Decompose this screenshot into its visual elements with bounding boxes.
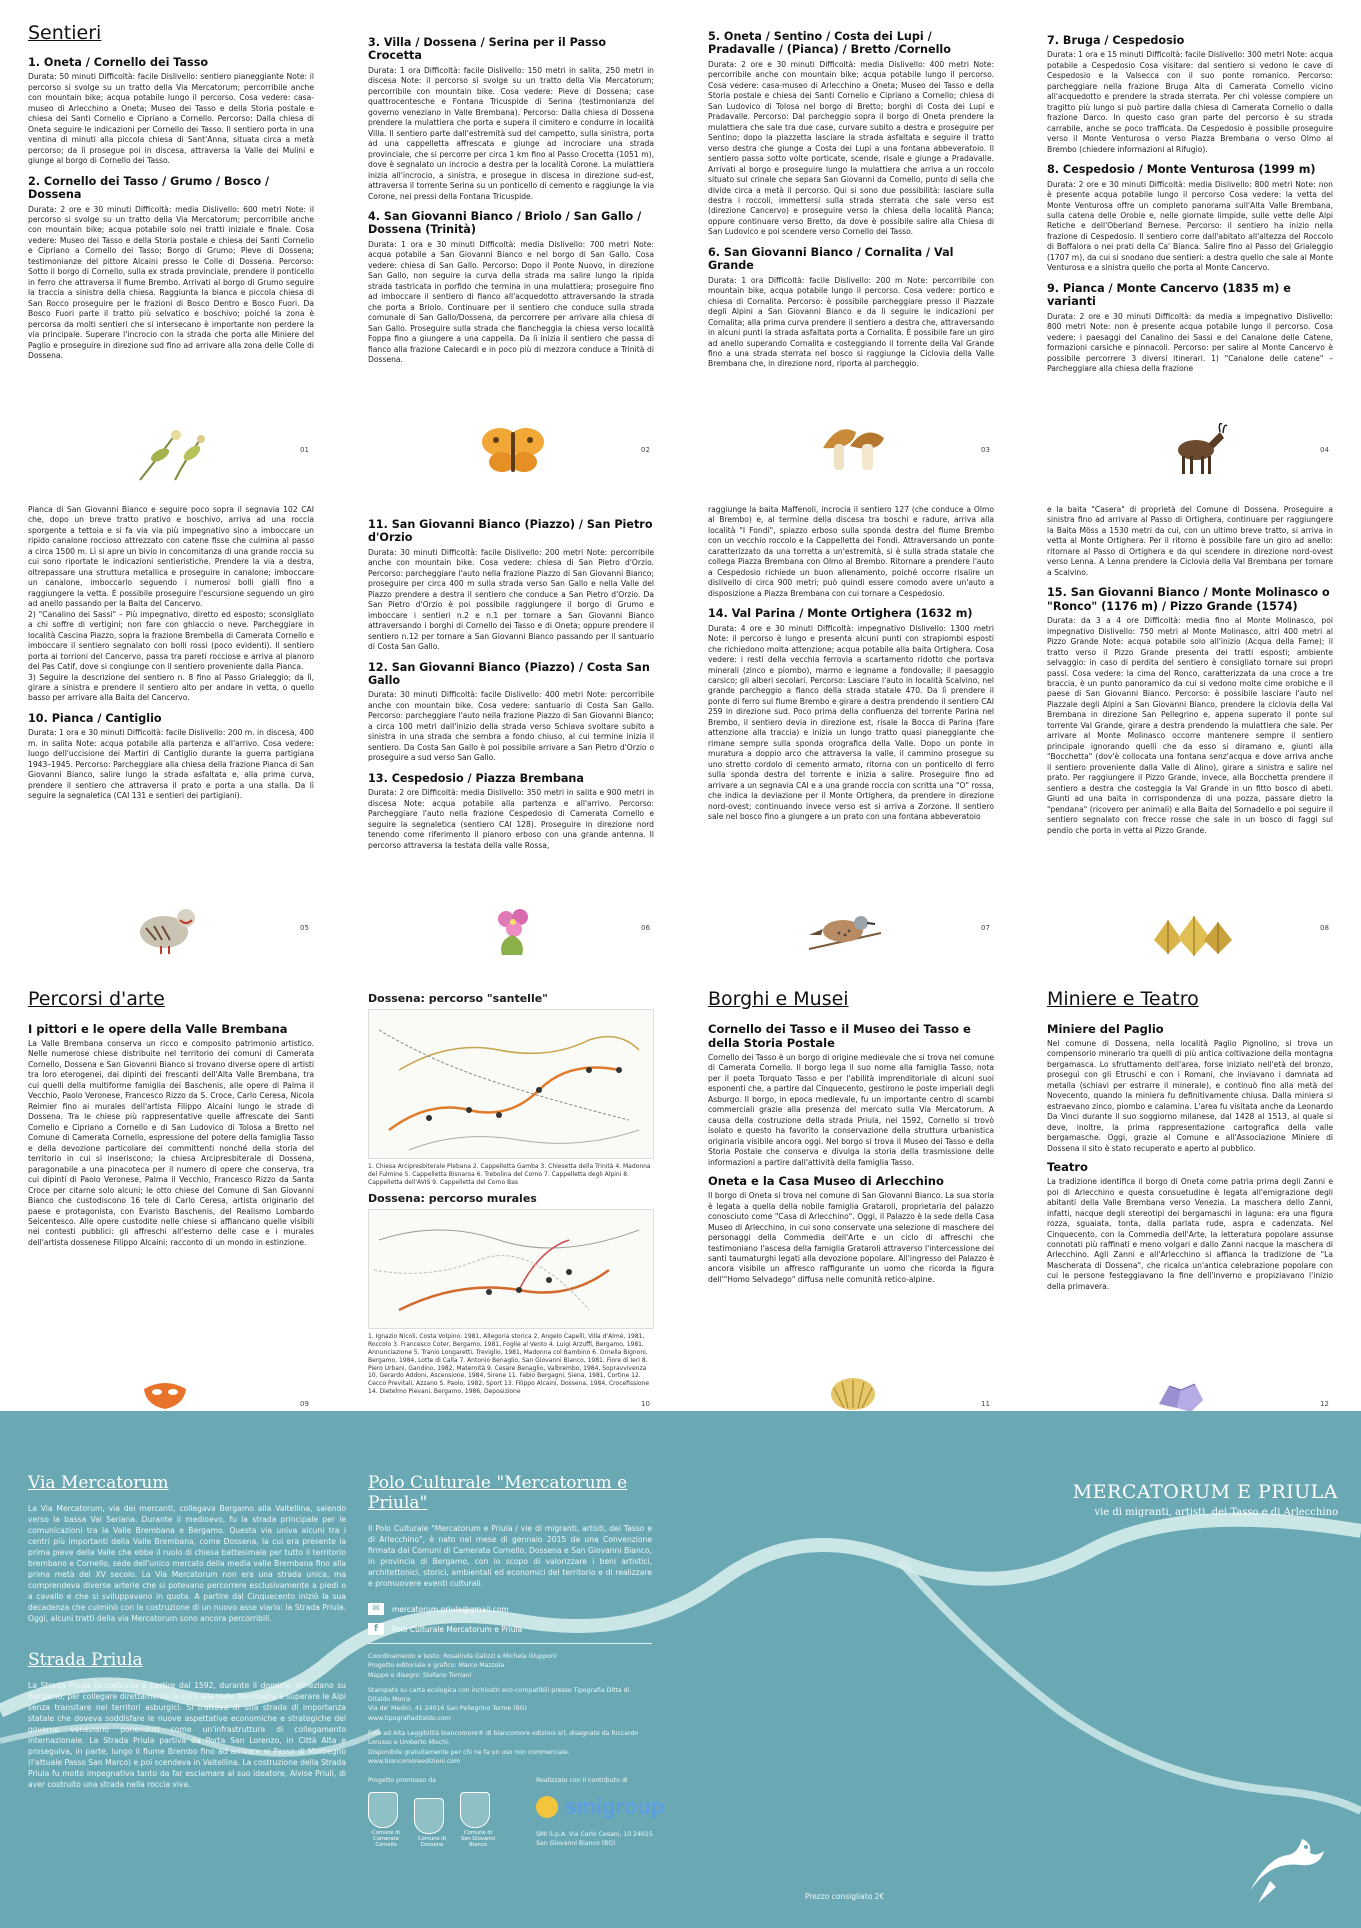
subsection-title-cornello: Cornello dei Tasso e il Museo dei Tasso e della Storia Postale xyxy=(708,1022,971,1050)
bird-fieldfare-illustration-icon xyxy=(805,905,885,957)
route-title-3: 3. Villa / Dossena / Serina per il Passo Crocetta xyxy=(368,36,607,63)
wildflower-illustration-icon xyxy=(130,425,220,485)
crest-label-2: Comune di Dossena xyxy=(418,1835,446,1848)
facebook-icon: f xyxy=(368,1623,384,1635)
route-title-13: 13. Cespedosio / Piazza Brembana xyxy=(368,771,584,785)
page-number-12: 12 xyxy=(1320,1400,1329,1408)
panel-04 xyxy=(1047,26,1333,456)
teatro-body: La tradizione identifica il borgo di Oneta come patria prima degli Zanni e poi di Arlecchino e questa consuetudine è legata all'emigrazione degli abitanti della Valle Brembana verso Venezia. La maschera dello Zanni, infatti, nacque degli stereotipi dei bergamaschi in laguna: era una figura rozza, sguaiata, tonta, dalla parlata rude, aspra e cadenzata. Nel Cinquecento, con la Commedia dell'Arte, la letteratura popolare assunse connotati più raffinati e meno volgari e dallo Zanni nacque la maschera di Arlecchino. Agli Zanni e all'Arlecchino si affianca la tradizione de "La Mascherata di Dossena", che ricalca un'antica celebrazione popolare con cui le persone festeggiavano la fine dell'inverno e propiziavano l'inizio della primavera. xyxy=(1047,1177,1333,1291)
crest-label-1: Comune di Camerata Cornello xyxy=(372,1829,400,1848)
page-number-02: 02 xyxy=(641,446,650,454)
credits-5: Via de' Medici, 41 24016 San Pellegrino Terme (BG) xyxy=(368,1705,527,1713)
promoters-label: Progetto promosso da xyxy=(368,1777,437,1785)
chamois-illustration-icon xyxy=(1168,420,1228,478)
footer-divider xyxy=(368,1643,652,1644)
credits-9[interactable]: www.biancomoreedizioni.com xyxy=(368,1757,461,1765)
route-body-4: Durata: 1 ora e 30 minuti Difficoltà: media Dislivello: 700 metri Note: acqua potabile a San Giovanni Bianco e nel borgo di San Gallo. Cosa vedere: chiesa di San Gallo. Percorso: Dopo il Ponte Nuovo, in direzione San Gallo, non seguire la curva della strada ma salire lungo la ripida strada tastricata in porfido che termina in una mulattiera; proseguire fino ad imboccare il sentiero di fianco all'acquedotto attraversando la strada che porta a Briolo. Continuare per il sentiero che conduce sulla strada comunale di San Gallo/Dossena, da percorrere per arrivare alla chiesa di San Gallo. Proseguire sulla strada che fiancheggia la chiesa verso località Foppa fino a giungere a una cappella. Da lì inizia il sentiero che passa di fianco alla frazione Calecardi e in poco più di mezzora conduce a Trinità di Dossena. xyxy=(368,239,654,364)
sponsor-logo xyxy=(536,1794,664,1820)
subsection-title-pittori: I pittori e le opere della Valle Brembana xyxy=(28,1022,288,1036)
shell-fossil-illustration-icon xyxy=(828,1372,878,1412)
sponsor-label: Realizzato con il contributo di xyxy=(536,1777,628,1785)
mineral-crystal-illustration-icon xyxy=(1155,1378,1211,1414)
route-body-7: Durata: 1 ora e 15 minuti Difficoltà: facile Dislivello: 300 metri Note: acqua potabile a Cespedosio Cosa visitare: dal sentiero si vedono le cave di Cespedosio e la Valsecca con il suo ponte romanico. Percorso: parcheggiare nella frazione Bruga Alta di Camerata Cornello vicino all'acquedotto e prendere la strada sterrata. Per chi volesse compiere un tragitto più lungo si può partire dalla chiesa di Camerata Cornello o dalla frazione Darco. In questo caso gran parte del percorso è su strada carrabile, anche se poco trafficata. Da Cespedosio è possibile proseguire verso il Monte Venturosa o verso Piazza Brembana o verso Olmo al Brembo (chiedere informazioni al Rifugio). xyxy=(1047,50,1333,154)
route-body-8: Durata: 2 ore e 30 minuti Difficoltà: media Dislivello: 800 metri Note: non è presente acqua potabile lungo il percorso Cosa vedere: la vetta del Monte Venturosa offre un completo panorama sull'Alta Valle Brembana, sulla catena delle Orobie e, nelle giornate limpide, sulle vette delle Alpi Retiche e dell'Oberland Bernese. Percorso: il sentiero ha inizio nella frazione di Cespedosio. Il sentiero corre dall'abitato all'altezza del Roccolo di Boffalora o nei prati della Ca' Bianca. Salire fino al Passo del Grialeggio (1707 m), da cui si snodano due sentieri: a destra quello che sale al Monte Venturosa e a sinistra quello che porta al Monte Cancervo. xyxy=(1047,179,1333,273)
brand-subtitle: vie di migranti, artisti, dei Tasso e di Arlecchino xyxy=(1094,1507,1338,1518)
subsection-title-teatro: Teatro xyxy=(1047,1160,1088,1175)
email-address[interactable]: mercatorum.priula@gmail.com xyxy=(392,1604,509,1614)
continuation-text-05: Pianca di San Giovanni Bianco e seguire poco sopra il segnavia 102 CAI che, dopo un breve tratto prativo e boschivo, arriva ad una roccia sporgente a tettoia e si fa via via più impegnativo sino a imboccare un ripido canalone roccioso attrezzato con catene fisse che culmina al passo a circa 1500 m. Lì si apre un bivio in concomitanza di una grande roccia su cui sono riportate le indicazioni sentieristiche. Prendere la via a destra, oltrepassare una struttura metallica e proseguire in canalone; imboccare un canalone, imboccarlo seguendo i numerosi bolli gialli fino a raggiungere la vetta. È possibile proseguire l'escursione seguendo un giro ad anello passando per la Baita del Cancervo. 2) "Canalino dei Sassi" – Più impegnativo, diretto ed esposto; sconsigliato a chi soffre di vertigini; non fare con ghiaccio o neve. Parcheggiare in località Cascina Piazzo, sopra la frazione Brembella di Camerata Cornello e imboccare il sentiero segnalato con bolli rossi (poco evidenti). Il sentiero porta ai torrioni del Cancervo, passa tra pareti rocciose e arriva al pianoro del Pas Catif, dove si congiunge con il sentiero proveniente dalla Pianca. 3) Seguire la descrizione del sentiero n. 8 fino al Passo Grialeggio; da lì, girare a sinistra e prendere il sentiero alto per andare in vetta, o quello basso per arrivare alla Baita del Cancervo. xyxy=(28,505,314,703)
route-title-9: 9. Pianca / Monte Cancervo (1835 m) e varianti xyxy=(1047,281,1291,309)
page-number-05: 05 xyxy=(300,924,309,932)
page-number-08: 08 xyxy=(1320,924,1329,932)
route-body-12: Durata: 30 minuti Difficoltà: facile Dislivello: 400 metri Note: percorribile anche con mountain bike. Cosa vedere: santuario di Costa San Gallo. Percorso: parcheggiare l'auto nella frazione Piazzo di San Giovanni Bianco; a circa 100 metri dall'inizio della strada verso Schiava svoltare subito a sinistra in una strada che sembra a fondo chiuso, al cui termine inizia il sentiero. Da Costa San Gallo è poi possibile arrivare a San Pietro d'Orzio o proseguire a sud verso San Gallo. xyxy=(368,690,654,763)
credits-2: Progetto editoriale e grafico: Marco Mazzola xyxy=(368,1662,505,1670)
page-number-10: 10 xyxy=(641,1400,650,1408)
strada-priula-body: La Strada Priula fu costruita a partire dal 1592, durante il dominio Veneziano su Bergamo, per collegare direttamente la città alla Valle Brembana e superare le Alpi senza transitare nei territori asburgici. Si trattava di una strada di importanza statale che doveva soddisfare le nuove aspettative economiche e strategiche del governo veneziano ponendosi come un'infrastruttura di collegamento internazionale. La Strada Priula partiva da Porta San Lorenzo, in Città Alta e proseguiva, in parte, lungo il fiume Brembo fino ad arrivare al Passo di Morbegno (l'attuale Passo San Marco) e poi scendeva in Valtellina. La costruzione della Strada Priula fu molto impegnativa tanto da far esclamare al suo ideatore, Alvise Priuli, di aver costruito una strada nella roccia viva. xyxy=(28,1681,346,1789)
map-santelle-drawing xyxy=(369,1010,653,1158)
autumn-leaves-illustration-icon xyxy=(1148,910,1238,960)
facebook-contact[interactable] xyxy=(368,1623,652,1635)
route-body-5: Durata: 2 ore e 30 minuti Difficoltà: media Dislivello: 400 metri Note: percorribile anche con mountain bike; acqua potabile lungo il percorso. Cosa vedere: casa-museo di Arlecchino a Oneta; Museo dei Tasso e della Storia postale e chiesa dei Santi Cornelio e Cipriano a Cornello; chiesa di San Ludovico di Tolosa nel borgo di Bretto; borghi di Costa dei Lupi e Pradavalle. Percorso: Dal parcheggio sopra il borgo di Oneta prendere la mulattiera che sale tra due case, curvare subito a destra e proseguire per Sentino; dopo la piazzetta lasciare la strada asfaltata e seguire il tratto verso destra che giunge a Costa dei Lupi a una fontana abbeveratoio. Il sentiero passa sotto volte porticate, scende, risale e giunge a Pradavalle. Arrivati al borgo e proseguire lungo la mulattiera che arriva a un roccolo situato sul crinale che separa San Giovanni da Cornello, punto di sella che divide circa a metà il percorso. Qui si sono due possibilità: lasciare sulla destra i roccoli, immettersi sulla strada sterrata che sale verso est (direzione Cancervo) e proseguire verso la chiesa della località Pianca; oppure continuare verso Bretto, da dove è possibile salire alla Chiesa di San Ludovico e poi scendere verso Cornello dei Tasso. xyxy=(708,59,994,237)
polo-culturale-title: Polo Culturale "Mercatorum e Priula" xyxy=(368,1473,628,1513)
route-title-10: 10. Pianca / Cantiglio xyxy=(28,711,162,725)
footer-col-history xyxy=(28,1473,346,1790)
section-title-sentieri: Sentieri xyxy=(28,22,102,44)
map-murales-drawing xyxy=(369,1210,653,1328)
page-number-09: 09 xyxy=(300,1400,309,1408)
promoters-block xyxy=(368,1776,496,1848)
bird-logo-icon xyxy=(1240,1831,1330,1911)
route-title-14: 14. Val Parina / Monte Ortighera (1632 m) xyxy=(708,607,973,621)
route-title-5: 5. Oneta / Sentino / Costa dei Lupi / Pradavalle / (Pianca) / Bretto /Cornello xyxy=(708,30,951,57)
oneta-body: Il borgo di Oneta si trova nel comune di San Giovanni Bianco. La sua storia è legata a quella della nobile famiglia Grataroli, proprietaria del palazzo conosciuto come "Casa di Arlecchino". Oggi, il Palazzo è la sede della Casa Museo di Arlecchino, in cui sono conservate una selezione di maschere dei personaggi della Commedia dell'Arte e un ciclo di affreschi che testimoniano l'ascesa della famiglia Grataroli attraverso l'intercessione dei santi taumaturghi legati alla devozione popolare. All'ingresso del Palazzo è ancora visibile un affresco raffigurante un uomo che ricorda la figura dell'"Homo Selvadego" diffusa nelle comunità retico-alpine. xyxy=(708,1191,994,1284)
route-body-3: Durata: 1 ora Difficoltà: facile Dislivello: 150 metri in salita, 250 metri in discesa Note: il percorso si svolge su un tratto della Via Mercatorum; percorribile con mountain bike. Cosa vedere: Pieve di Dossena; case quattrocentesche e Fontana Tricuspide di Serina (testimonianza del governo veneziano in Valle Brembana). Percorso: Dalla chiesa di Dossena prendere la mulattiera che porta e supera il cimitero e condurre in località Villa. Il sentiero parte dall'estremità sud del campetto, sulla sinistra, porta ad una cappelletta affrescata e giunge ad incrociare una strada provinciale, che si percorre per circa 1 km fino al Passo Crocetta (1051 m), dove è segnalato un incrocio a destra per la località Corone. La mulattiera inizia all'incrocio, a sinistra, e prosegue in discesa in direzione sud-est, attraversa il torrente Serina su un ponticello di cemento e raggiunge la via Corone, nei pressi della Fontana Tricuspide. xyxy=(368,65,654,201)
map-title-santelle: Dossena: percorso "santelle" xyxy=(368,992,548,1005)
panel-12 xyxy=(1047,988,1333,1368)
credits-7: Foto ad Alta Leggibilità biancomore® di biancomore edizioni srl, disegnate da Riccardo Lorusso e Umberto Mischi. xyxy=(368,1730,639,1747)
panel-05 xyxy=(28,505,314,935)
section-title-borghi-musei: Borghi e Musei xyxy=(708,988,849,1010)
map-legend-murales: 1. Ignazio Nicoli, Costa Volpino, 1981, Allegoria storica 2. Angelo Capelli, Villa d'Almè, 1981, Roccolo 3. Francesco Coter, Bergamo, 1981, Foglie al Vento 4. Luigi Arzuffi, Bergamo, 1981, Annunciazione 5. Tranio Longaretti, Treviglio, 1981, Madonna col Bambino 6. Ornella Bignoni, Bergamo, 1984, Lotte di Calla 7. Antonio Benaglio, San Giovanni Bianco, 1981, Fiore di Ieri 8. Piero Urbani, Gandino, 1982, Maternità 9. Cesare Benaglio, Valbrembo, 1984, Sopravvivenza 10. Gerardo Addoni, Ascensione, 1984, Sirene 11. Fabio Bergagni, Siena, 1981, Cortine 12. Cecco Previtali, Azzano S. Paolo, 1982, Sport 13. Filippo Alcaini, Dossena, 1984, Crocefissione 14. Dietelmo Pievani, Bergamo, 1986, Deposizione xyxy=(368,1333,650,1395)
route-body-9: Durata: 2 ore e 30 minuti Difficoltà: da media a impegnativo Dislivello: 800 metri Note: non è presente acqua potabile lungo il percorso. Cosa vedere: i paesaggi del Canalino dei Sassi e del Canalone delle Catene, formazioni carsiche e pinnacoli. Percorso: per salire al Monte Cancervo è possibile percorrere 3 diversi itinerari. 1) "Canalone delle catene" – Parcheggiare alla chiesa della frazione xyxy=(1047,311,1333,373)
mushroom-illustration-icon xyxy=(818,420,888,475)
page-number-01: 01 xyxy=(300,446,309,454)
map-santelle xyxy=(368,1009,654,1159)
route-title-8: 8. Cespedosio / Monte Venturosa (1999 m) xyxy=(1047,163,1316,177)
route-title-6: 6. San Giovanni Bianco / Cornalita / Val Grande xyxy=(708,245,954,273)
panel-03 xyxy=(708,22,994,452)
route-title-1: 1. Oneta / Cornello dei Tasso xyxy=(28,56,209,69)
polo-culturale-body: Il Polo Culturale "Mercatorum e Priula / vie di migranti, artisti, dei Tasso e di Arlecchino", è nato nel mese di gennaio 2015 da una Convenzione firmata dai Comuni di Camerata Cornello, Dossena e San Giovanni Bianco, in provincia di Bergamo, con lo scopo di valorizzare i beni artistici, architettonici, storici, ambientali ed economici del territorio e di realizzare e promuovere eventi culturali. xyxy=(368,1524,652,1588)
route-body-11: Durata: 30 minuti Difficoltà: facile Dislivello: 200 metri Note: percorribile anche con mountain bike. Cosa vedere: chiesa di San Pietro d'Orzio. Percorso: parcheggiare l'auto nella frazione Piazzo di San Giovanni Bianco; proseguire per circa 400 m sulla strada verso San Gallo e nella Valle del Piazzo prendere a destra il sentiero che conduce a San Pietro d'Orzio. Da San Pietro d'Orzio è poi possibile raggiungere il borgo di Grumo e imboccare i sentieri n.2 e n.1 per tornare a San Giovanni Bianco attraversando i borghi di Cornello dei Tasso e di Oneta; oppure prendere il sentiero n.12 per tornare a San Giovanni Bianco passando per il santuario di Costa San Gallo. xyxy=(368,547,654,652)
sponsor-address: SMI S.p.A. Via Carlo Cesani, 10 24015 San Giovanni Bianco (BG) xyxy=(536,1830,653,1847)
panel-02 xyxy=(368,28,654,458)
percorsi-arte-body: La Valle Brembana conserva un ricco e composito patrimonio artistico. Nelle numerose chiese distribuite nel territorio dei comuni di Camerata Cornello, Dossena e San Giovanni Bianco si trovano diverse opere di artisti tra loro eterogenei, dai dipinti dei frescanti dell'Alta Valle Brembana, tra cui quelli della multiforme famiglia dei Baschenis, alle opere di Palma il Vecchio, Paolo Veronese, Francesco Rizzo da S. Croce, Carlo Ceresa, Nicola Reimier fino ai murales dell'artista Filippo Alcaini lungo le strade di Dossena. Tra le chiese più rappresentative quelle affrescate dei Santi Cornelio e Cipriano a Cornello e di San Ludovico di Tolosa a Bretto nel Comune di Camerata Cornello, espressione del potere della famiglia Tasso e della devozione particolare dei committenti nonché della storia del territorio in cui si inseriscono; la chiesa Arcipresbiterale di Dossena, paragonabile a una pinacoteca per il numero di opere che conserva, tra cui dipinti di Paolo Veronese, Palma il Vecchio, Francesco Rizzo da Santa Croce per citarne solo alcuni; le otto chiese del Comune di San Giovanni Bianco che custodiscono 16 tele di Carlo Ceresa, artista originario del paese e protagonista, con Evaristo Baschenis, del Realismo Lombardo Seicentesco. Alle opere custodite nelle chiese si affiancano quelle visibili nei contesti pubblici: gli affreschi all'esterno delle case e i murales dell'artista dossenese Filippo Alcaini: racconto di un mondo in estinzione. xyxy=(28,1039,314,1247)
credits-6[interactable]: www.tipografiaditaldo.com xyxy=(368,1714,451,1722)
panel-07 xyxy=(708,505,994,935)
route-title-7: 7. Bruga / Cespedosio xyxy=(1047,34,1185,47)
facebook-page[interactable]: Polo Culturale Mercatorum e Priula xyxy=(392,1624,523,1634)
butterfly-illustration-icon xyxy=(478,420,548,480)
sponsor-logo-icon xyxy=(536,1796,558,1818)
credits-4: Stampato su carta ecologica con inchiostri eco-compatibili presso Tipografia Ditta di Ditaldo Morra xyxy=(368,1686,630,1704)
route-body-14: Durata: 4 ore e 30 minuti Difficoltà: impegnativo Dislivello: 1300 metri Note: il percorso è lungo e presenta alcuni punti con strapiombi esposti che richiedono molta attenzione; acqua potabile alla baita Ortighera. Cosa vedere: i resti della vecchia ferrovia a scartamento ridotto che portava minerali (zinco e piombo), marmo e legname a fondovalle; il paesaggio carsico; gli alberi secolari. Percorso: Lasciare l'auto in località Scalvino, nel grande parcheggio a fianco della strada statale 470. Da lì prendere il ponte di ferro sul fiume Brembo e girare a destra prendendo il sentiero CAI 259 in direzione sud. Poco prima della confluenza del torrente Parina nel Brembo, il sentiero devia in direzione est, risale la Bocca di Parina (fare attenzione alla traccia) e inizia un lungo tratto quasi pianeggiante che rimane sempre sulla sponda orografica della Valle. Dopo un ponte in muratura a doppio arco che attraversa la valle, il cammino prosegue su uno stretto cordolo di cemento armato, ritorna con un ponticello di ferro sulla sponda destra del torrente e inizia a salire. Proseguire fino ad arrivare a un segnavia CAI e a una grande roccia con scritta una "O" rossa, che indica la deviazione per il Monte Ortighera, da prendere in direzione nord-ovest; continuando invece verso est si arriva a Zorzone. Il sentiero sale nel bosco fino a giungere a un prato con una fontana abbeveratoio xyxy=(708,623,994,822)
route-title-15: 15. San Giovanni Bianco / Monte Molinasco o "Ronco" (1176 m) / Pizzo Grande (1574) xyxy=(1047,586,1330,613)
harlequin-mask-illustration-icon xyxy=(140,1375,190,1415)
route-body-1: Durata: 50 minuti Difficoltà: facile Dislivello: sentiero pianeggiante Note: il percorso si svolge su un tratto della Via Mercatorum; percorribile anche con mountain bike; acqua potabile lungo il percorso. Cosa vedere: casa-museo di Arlecchino a Oneta; Museo dei Tasso e della Storia postale e chiesa dei Santi Cornelio e Cipriano a Cornello. Percorso: Dalla chiesa di Oneta seguire le indicazioni per Cornello dei Tasso. Il sentiero porta in una ventina di minuti alla piccola chiesa di Sant'Anna, situata circa a metà percorso; da lì prosegue poi in discesa, attraversa la Valle dei Mulini e giunge al borgo di Cornello dei Tasso. xyxy=(28,72,314,166)
map-murales xyxy=(368,1209,654,1329)
panel-01 xyxy=(28,22,314,462)
footer-price xyxy=(805,1891,884,1902)
miniere-body: Nel comune di Dossena, nella località Paglio Pignolino, si trova un compensorio minerario tra quelli di più antica coltivazione della montagna bergamasca. Lo sfruttamento dell'area, forse iniziato nell'età del bronzo, proseguì con gli Etruschi e con i Romani, che inviavano i damnata ad metalla (schiavi per estrarre il minerale), e continuò fino alla metà del Novecento, quando la miniera fu definitivamente chiusa. Dalla miniera si estraevano zinco, piombo e calamina. L'area fu visitata anche da Leonardo Da Vinci durante il suo soggiorno milanese, dal 1428 al 1513, al quale si deve, inoltre, la prima rappresentazione cartografica della valle bergamasche. Oggi, grazie al Comune e all'Associazione Miniere di Dossena il sito è stato recuperato e aperto al pubblico. xyxy=(1047,1039,1333,1153)
route-title-4: 4. San Giovanni Bianco / Briolo / San Gallo / Dossena (Trinità) xyxy=(368,209,642,237)
page-number-03: 03 xyxy=(981,446,990,454)
email-contact[interactable] xyxy=(368,1603,652,1615)
credits-8: Disponibile gratuitamente per chi ne fa un uso non commerciale. xyxy=(368,1748,570,1756)
footer-brand xyxy=(1048,1481,1338,1518)
crest-label-3: Comune di San Giovanni Bianco xyxy=(460,1829,496,1848)
strada-priula-title: Strada Priula xyxy=(28,1650,143,1670)
panel-10 xyxy=(368,988,654,1408)
page-number-04: 04 xyxy=(1320,446,1329,454)
route-body-15: Durata: da 3 a 4 ore Difficoltà: media fino al Monte Molinasco, poi impegnativo Dislivello: 750 metri al Monte Molinasco, altri 400 metri al Pizzo Grande Note: acqua potabile solo all'inizio (Acqua della Fame); il tratto verso il Pizzo Grande presenta dei tratti esposti; ambiente selvaggio: in caso di perdita del sentiero è consigliato tornare sui propri passi. Cosa vedere: la cima del Ronco, caratterizzata da una croce a tre braccia, è un punto panoramico da cui si vedono molte cime orobiche e il paese di San Giovanni Bianco. Percorso: è possibile lasciare l'auto nel Piazzale degli Alpini a San Giovanni Bianco, prendere la ciclovia della Val Brembana in direzione San Pellegrino e, appena superato il ponte sul torrente Val Grande, girare a destra prendendo la mulattiera che sale. Per arrivare al Monte Molinasco occorre mantenere sempre il sentiero principale ignorando quelli che da esso si diramano e, giunti alla "Bocchetta" (dov'è collocata una fontana senz'acqua e dove arriva anche il sentiero proveniente dalla Valle di Alino), girare a sinistra e salire nel prato. Per raggiungere il Pizzo Grande, invece, alla Bocchetta prendere il sentiero a destra che costeggia la Val Grande in un fitto bosco di abeti. Giunti ad una baita in corrispondenza di una pozza, passare dietro la "pendana" (ricovero per animali) e alla Baita del Sornadello e poi seguire il sentiero segnalato con frecce rosse che sale in un bosco di faggi sul pendio che porta in vetta al Pizzo Grande. xyxy=(1047,616,1333,835)
route-title-12: 12. San Giovanni Bianco (Piazzo) / Costa San Gallo xyxy=(368,660,650,687)
crest-camerata-cornello-icon xyxy=(368,1792,398,1828)
route-title-11: 11. San Giovanni Bianco (Piazzo) / San Pietro d'Orzio xyxy=(368,518,653,545)
section-title-percorsi-arte: Percorsi d'arte xyxy=(28,988,165,1010)
route-body-2: Durata: 2 ore e 30 minuti Difficoltà: media Dislivello: 600 metri Note: il percorso si svolge su un tratto della Via Mercatorum; percorribile anche con mountain bike; acqua potabile solo nei tratti iniziale e finale. Cosa vedere: Museo dei Tasso e della Storia postale e chiesa dei Santi Cornelio e Cipriano a Cornello dei Tasso; Borgo di Grumo; Pieve di Dossena; testimonianze del pittore Alcaini presso le Colle di Dossena. Percorso: Sotto il borgo di Cornello, sulla ex strada provinciale, prendere il ponticello in ferro che attraversa il fiume Brembo. Arrivati al borgo di Grumo seguire la traccia a sinistra della chiesa. Raggiunta la bianca e piccola chiesa di San Rocco proseguire per le frazioni di Bosco Dentro e Bosco Fuori. Da Bosco Fuori parte il tratto più selvatico e boschivo; poiché la zona è percorsa da molti sentieri che si intersecano è importante non perdere la via principale. Superare l'incrocio con la strada che porta alle Miniere del Paglio e proseguire in direzione sud fino ad arrivare alla zona delle Colle di Dossena. xyxy=(28,204,314,361)
continuation-text-08: e la baita "Casera" di proprietà del Comune di Dossena. Proseguire a sinistra fino ad arrivare al Passo di Ortighera, continuare per raggiungere la Baita Möss a 1530 metri da cui, con un ultimo breve tratto, si arriva in vetta al Monte Ortighera. Per il ritorno è possibile fare un giro ad anello: ritornare al Passo di Ortighera e da qui scendere in direzione nord-ovest verso Lenna. A Lenna prendere la Ciclovia della Val Brembana per tornare a Scalvino. xyxy=(1047,505,1333,577)
panel-06 xyxy=(368,510,654,935)
partridge-illustration-icon xyxy=(128,900,200,956)
map-title-murales: Dossena: percorso murales xyxy=(368,1192,537,1206)
crest-san-giovanni-bianco-icon xyxy=(460,1792,490,1828)
page-number-06: 06 xyxy=(641,924,650,932)
price-label: Prezzo consigliato 2€ xyxy=(805,1892,885,1901)
primrose-illustration-icon xyxy=(488,905,538,959)
route-title-2: 2. Cornello dei Tasso / Grumo / Bosco / Dossena xyxy=(28,174,270,202)
email-icon: ✉ xyxy=(368,1603,384,1615)
continuation-text-07: raggiunge la baita Maffenoli, incrocia il sentiero 127 (che conduce a Olmo al Brembo) e, al termine della discesa tra boschi e radure, arriva alla località "I Fondi", spiazzo erboso sulla sponda destra del fiume Brembo con un vecchio roccolo e la Cappelletta dei Fondi. Attraversando un ponte caratterizzato da una torretta a un'estremità, si è sulla strada statale che collega Piazza Brembana con Olmo al Brembo. Ritornare a prendere l'auto a Cespedosio richiede un buon allenamento, poiché occorre risalire un dislivello di circa 900 metri; può quindi essere comodo avere un'auto a disposizione a Piazza Brembana con cui tornare a Cespedosio. xyxy=(708,505,994,598)
footer-col-polo xyxy=(368,1473,665,1848)
sponsor-name: smigroup xyxy=(564,1793,665,1819)
page-number-07: 07 xyxy=(981,924,990,932)
section-title-miniere-teatro: Miniere e Teatro xyxy=(1047,988,1199,1010)
panel-08 xyxy=(1047,505,1333,935)
route-body-10: Durata: 1 ora e 30 minuti Difficoltà: facile Dislivello: 200 m. in discesa, 400 m. in salita Note: acqua potabile alla partenza e all'arrivo. Cosa vedere: luogo dell'uccisione dei Martiri di Cantiglio durante la guerra partigiana 1943–1945. Percorso: Parcheggiare alla chiesa della frazione Pianca di San Giovanni Bianco, salire lungo la strada asfaltata e, alla prima curva, prendere il sentiero che attraversa il prato e porta a una stalla. Da lì seguire la segnaletica (CAI 131 e sentieri dei partigiani). xyxy=(28,728,314,801)
map-legend-santelle: 1. Chiesa Arcipresbiterale Plebana 2. Cappelletta Gamba 3. Chiesetta della Trinità 4. Madonna del Fulmine 5. Cappelletta Bisnaroa 6. Trebolina del Corno 7. Cappelletta degli Alpini 8. Cappelletta dell'AVIS 9. Cappelletta del Corno Bas xyxy=(368,1163,651,1186)
route-body-13: Durata: 2 ore Difficoltà: media Dislivello: 350 metri in salita e 900 metri in discesa Note: acqua potabile alla partenza e all'arrivo. Percorso: Parcheggiare l'auto nella frazione Cespedosio di Camerata Cornello e seguire la segnaletica (sentiero CAI 128). Proseguire in direzione nord tenendo come riferimento il pianoro erboso con una grande antenna. Il percorso attraversa la testata della valle Rossa, xyxy=(368,788,654,850)
cornello-body: Cornello dei Tasso è un borgo di origine medievale che si trova nel comune di Camerata Cornello. Il borgo lega il suo nome alla famiglia Tasso, nota per il poeta Torquato Tasso e per l'abilità imprenditoriale di alcuni suoi esponenti che, a partire dal Cinquecento, gestirono le poste imperiali degli Asburgo. Il borgo, in epoca medievale, fu un importante centro di scambi commerciali grazie alla presenza del mercato sulla Via Mercatorum. A causa della costruzione della strada Priula, nel 1592, Cornello si trovò isolato e questo ha favorito la conservazione della struttura urbanistica originaria visibile ancora oggi. Nel borgo si trova il Museo dei Tasso e della Storia Postale che conserva e divulga la storia della trasmissione delle informazioni a partire dall'attività della famiglia Tasso. xyxy=(708,1053,994,1167)
crest-dossena-icon xyxy=(414,1798,444,1834)
credits-1: Coordinamento e testo: Rosalinda Galizzi e Michela Giupponi xyxy=(368,1653,557,1660)
route-body-6: Durata: 1 ora Difficoltà: facile Dislivello: 200 m Note: percorribile con mountain bike, acqua potabile lungo il percorso. Cosa vedere: portico e chiesa di Cornalita. Percorso: è possibile parcheggiare presso il Piazzale degli Alpini a San Giovanni Bianco e da lì seguire le indicazioni per Cornalita; alla prima curva prendere il sentiero a destra che, attraversando in alcuni punti la strada asfaltata porta a Cornalita. È possibile fare un giro ad anello superando Cornalita e costeggiando il torrente della Val Grande fino a una strada sterrata nel bosco si raggiunge la Ciclovia della Valle Brembana che, in direzione nord, riporta al parcheggio. xyxy=(708,275,994,369)
panel-11 xyxy=(708,988,994,1368)
via-mercatorum-body: La Via Mercatorum, via dei mercanti, collegava Bergamo alla Valtellina, salendo verso la bassa Val Seriana. Durante il medioevo, fu la strada principale per le comunicazioni tra la Valle Brembana e Bergamo. Questa via univa alcuni tra i centri più importanti della Valle Brembana, come Dossena, la cui era presente la prima pieve della Valle che ebbe il ruolo di chiesa battesimale per tutto il territorio brembano e Cornello, sede dell'unico mercato della media valle Brembana fino alla prima metà del XV secolo. La Via Mercatorum non era una strada unica, ma comprendeva diverse arterie che si potevano percorrere esclusivamente a piedi o a cavallo e che si sviluppavano in quota. A partire dal Cinquecento iniziò la sua decadenza che culminò con la costruzione di un nuovo asse viario: la Strada Priula. Oggi, alcuni tratti della via Mercatorum sono ancora percorribili. xyxy=(28,1504,346,1623)
footer-band xyxy=(0,1411,1361,1928)
sponsor-block xyxy=(536,1776,664,1848)
subsection-title-miniere: Miniere del Paglio xyxy=(1047,1022,1164,1036)
brand-title: MERCATORUM E PRIULA xyxy=(1072,1481,1338,1503)
subsection-title-oneta: Oneta e la Casa Museo di Arlecchino xyxy=(708,1174,944,1189)
panel-09 xyxy=(28,988,314,1368)
page-number-11: 11 xyxy=(981,1400,990,1408)
via-mercatorum-title: Via Mercatorum xyxy=(28,1473,169,1493)
credits-3: Mappe e disegni: Stefano Torriani xyxy=(368,1671,472,1679)
